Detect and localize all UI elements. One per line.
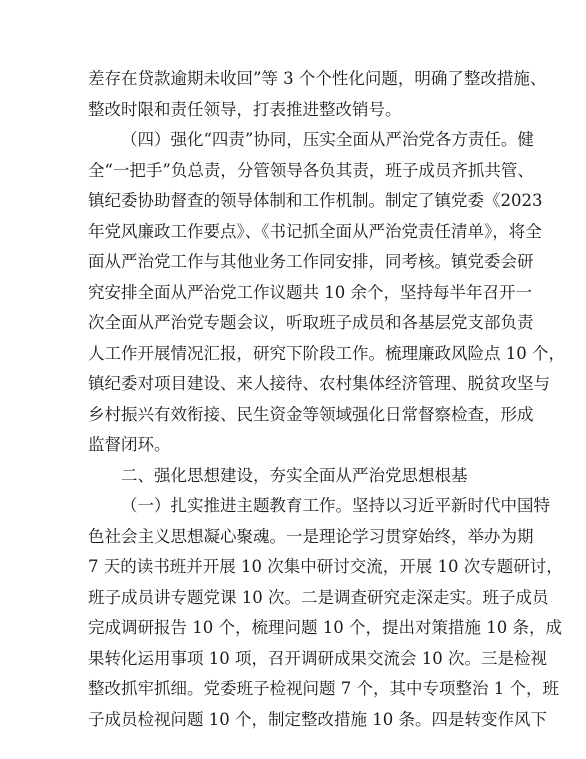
- text-line: 面从严治党工作与其他业务工作同安排，同考核。镇党委会研: [88, 252, 534, 271]
- text-line: 次全面从严治党专题会议，听取班子成员和各基层党支部负责: [88, 313, 534, 332]
- text-line: 全“一把手”负总责，分管领导各负其责，班子成员齐抓共管、: [88, 160, 534, 180]
- paragraph-rectification-continuation: [88, 64, 547, 125]
- paragraph-four-responsibilities: [88, 125, 565, 461]
- text-line: 班子成员讲专题党课 10 次。二是调查研究走深走实。班子成员: [88, 587, 549, 607]
- paragraph-theme-education: [88, 491, 563, 735]
- text-line: 究安排全面从严治党工作议题共 10 余个，坚持每半年召开一: [88, 282, 532, 302]
- text-line: 人工作开展情况汇报，研究下阶段工作。梳理廉政风险点 10 个，: [88, 343, 565, 363]
- text-line: 差存在贷款逾期未收回”等 3 个个性化问题，明确了整改措施、: [88, 69, 547, 88]
- document-body: [88, 64, 565, 735]
- text-line: 镇纪委协助督查的领导体制和工作机制。制定了镇党委《2023: [88, 191, 543, 210]
- text-line: 监督闭环。: [88, 435, 171, 454]
- text-line: 年党风廉政工作要点》、《书记抓全面从严治党责任清单》，将全: [88, 221, 542, 241]
- text-line: 镇纪委对项目建设、来人接待、农村集体经济管理、脱贫攻坚与: [88, 374, 550, 393]
- text-line: （四）强化“四责”协同，压实全面从严治党各方责任。健: [121, 130, 534, 149]
- text-line: 整改时限和责任领导，打表推进整改销号。: [88, 99, 402, 119]
- text-line: 色社会主义思想凝心聚魂。一是理论学习贯穿始终，举办为期: [88, 526, 534, 546]
- section-heading-ideological-construction: [88, 461, 503, 492]
- text-line: （一）扎实推进主题教育工作。坚持以习近平新时代中国特: [121, 496, 550, 515]
- heading-line: 二、强化思想建设，夯实全面从严治党思想根基: [121, 465, 468, 485]
- text-line: 整改抓牢抓细。党委班子检视问题 7 个，其中专项整治 1 个，班: [88, 679, 559, 698]
- text-line: 果转化运用事项 10 项，召开调研成果交流会 10 次。三是检视: [88, 648, 547, 668]
- text-line: 完成调研报告 10 个，梳理问题 10 个，提出对策措施 10 条，成: [88, 618, 562, 637]
- text-line: 7 天的读书班并开展 10 次集中研讨交流，开展 10 次专题研讨，: [88, 557, 563, 576]
- text-line: 子成员检视问题 10 个，制定整改措施 10 条。四是转变作风下: [88, 709, 547, 729]
- text-line: 乡村振兴有效衔接、民生资金等领域强化日常督察检查，形成: [88, 404, 534, 424]
